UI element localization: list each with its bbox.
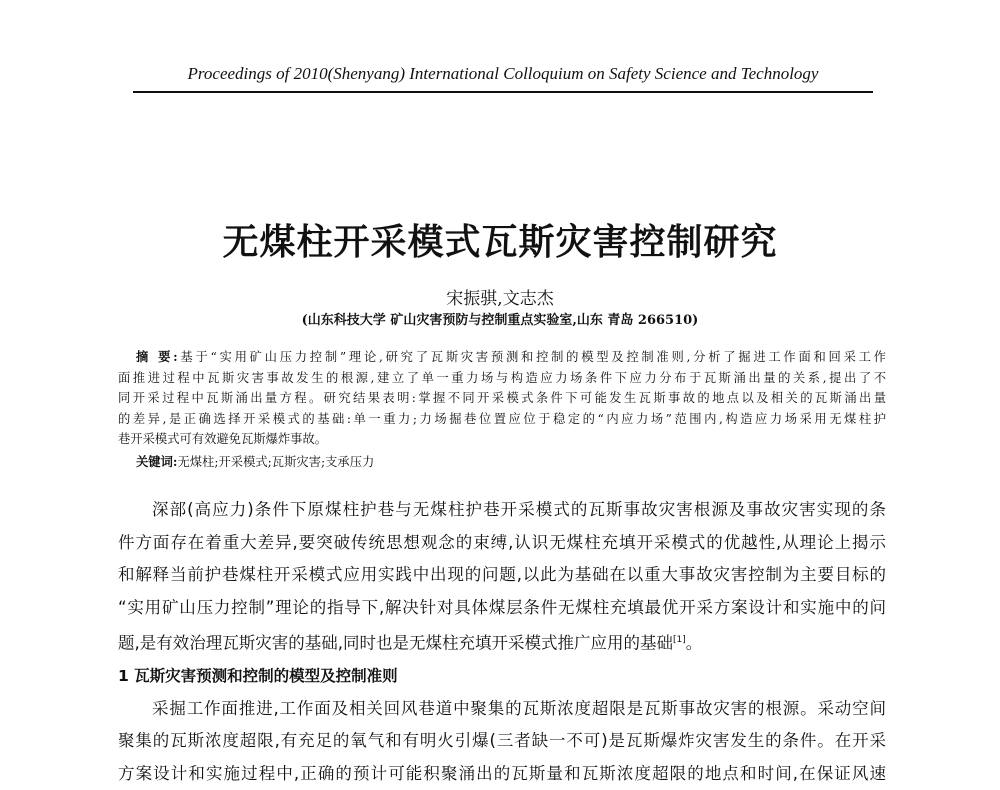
abstract-label: 摘 要: bbox=[136, 349, 178, 364]
running-header: Proceedings of 2010(Shenyang) International Colloquium on Safety Science and Technology bbox=[135, 64, 871, 84]
body-line: 深部(高应力)条件下原煤柱护巷与无煤柱护巷开采模式的瓦斯事故灾害根源及事故灾害实现的条 bbox=[118, 494, 886, 527]
body-line: 件方面存在着重大差异,要突破传统思想观念的束缚,认识无煤柱充填开采模式的优越性,从理论上揭示 bbox=[118, 527, 886, 560]
body-line: 方案设计和实施过程中,正确的预计可能积聚涌出的瓦斯量和瓦斯浓度超限的地点和时间,在保证风速 bbox=[118, 758, 886, 790]
keywords-text: 无煤柱;开采模式;瓦斯灾害;支承压力 bbox=[177, 455, 374, 469]
abstract-line: 摘 要:基于“实用矿山压力控制”理论,研究了瓦斯灾害预测和控制的模型及控制准则,分析了掘进工作面和回采工作 bbox=[118, 347, 886, 368]
abstract bbox=[118, 347, 886, 450]
authors: 宋振骐,文志杰 bbox=[0, 284, 1000, 309]
keywords-label: 关键词: bbox=[136, 454, 177, 469]
body-line: “实用矿山压力控制”理论的指导下,解决针对具体煤层条件无煤柱充填最优开采方案设计和实施中的问 bbox=[118, 592, 886, 625]
paper-title: 无煤柱开采模式瓦斯灾害控制研究 bbox=[0, 214, 1000, 265]
body-line: 采掘工作面推进,工作面及相关回风巷道中聚集的瓦斯浓度超限是瓦斯事故灾害的根源。采动空间 bbox=[118, 693, 886, 726]
abstract-line: 的差异,是正确选择开采模式的基础:单一重力;力场掘巷位置应位于稳定的“内应力场”范围内,构造应力场采用无煤柱护 bbox=[118, 409, 886, 430]
header-rule bbox=[133, 91, 873, 93]
keywords bbox=[136, 452, 374, 470]
body-line: 题,是有效治理瓦斯灾害的基础,同时也是无煤柱充填开采模式推广应用的基础[1]。 bbox=[118, 624, 886, 660]
abstract-line: 面推进过程中瓦斯灾害事故发生的根源,建立了单一重力场与构造应力场条件下应力分布于瓦斯涌出量的关系,提出了不 bbox=[118, 368, 886, 389]
abstract-line: 巷开采模式可有效避免瓦斯爆炸事故。 bbox=[118, 429, 886, 450]
body-line: 和解释当前护巷煤柱开采模式应用实践中出现的问题,以此为基础在以重大事故灾害控制为主要目标的 bbox=[118, 559, 886, 592]
citation: [1] bbox=[673, 635, 686, 645]
body-text bbox=[118, 494, 886, 790]
section-heading: 1 瓦斯灾害预测和控制的模型及控制准则 bbox=[118, 660, 886, 693]
body-line: 聚集的瓦斯浓度超限,有充足的氧气和有明火引爆(三者缺一不可)是瓦斯爆炸灾害发生的条件。在开采 bbox=[118, 725, 886, 758]
abstract-line: 同开采过程中瓦斯涌出量方程。研究结果表明:掌握不同开采模式条件下可能发生瓦斯事故的地点以及相关的瓦斯涌出量 bbox=[118, 388, 886, 409]
affiliation: (山东科技大学 矿山灾害预防与控制重点实验室,山东 青岛 266510) bbox=[0, 309, 1000, 328]
